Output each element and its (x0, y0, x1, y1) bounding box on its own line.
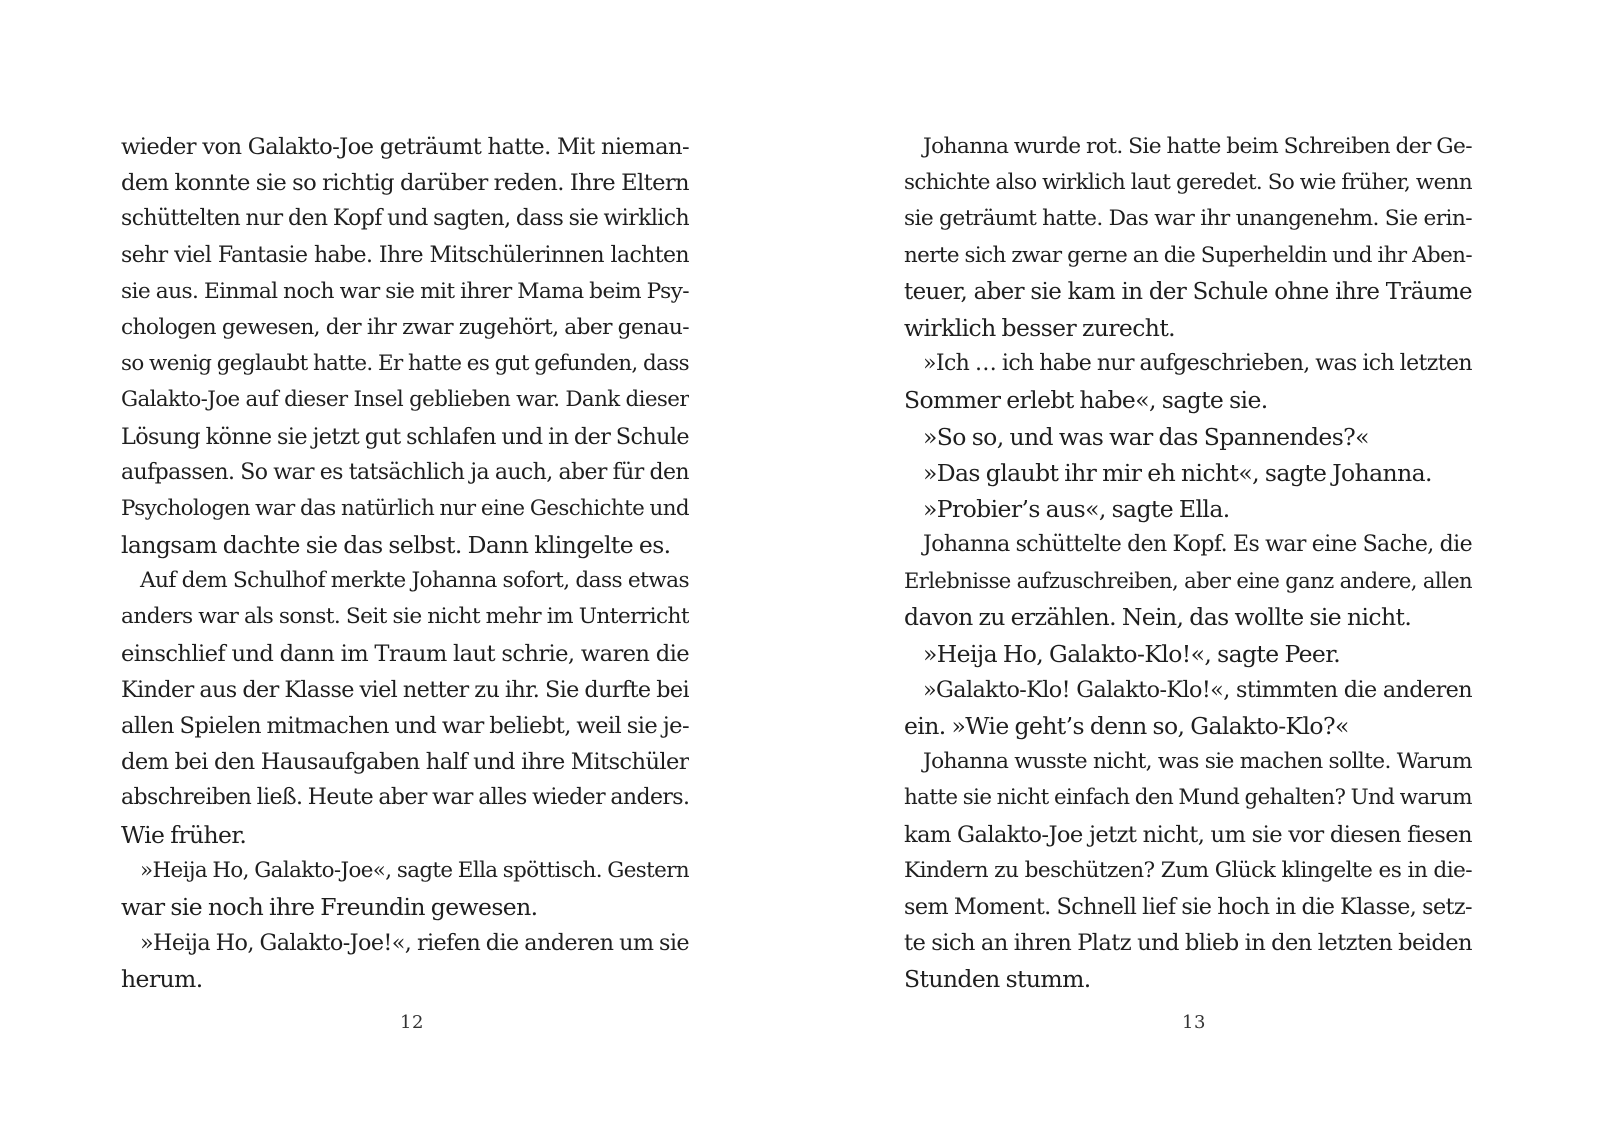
text-line: »Heija Ho, Galakto-Klo!«, sagte Peer. (923, 639, 1341, 668)
text-line: »Das glaubt ihr mir eh nicht«, sagte Johanna. (923, 458, 1432, 487)
text-line: dem bei den Hausaufgaben half und ihre Mitschüler (121, 749, 689, 776)
text-line: »Heija Ho, Galakto-Joe«, sagte Ella spöttisch. Gestern (140, 857, 689, 883)
text-line: hatte sie nicht einfach den Mund gehalten? Und warum (904, 785, 1472, 811)
text-line: »Heija Ho, Galakto-Joe!«, riefen die anderen um sie (140, 930, 689, 957)
text-line: einschlief und dann im Traum laut schrie, waren die (121, 640, 689, 667)
text-line: Sommer erlebt habe«, sagte sie. (904, 386, 1268, 415)
text-line: sie geträumt hatte. Das war ihr unangenehm. Sie erin- (904, 206, 1472, 232)
text-line: davon zu erzählen. Nein, das wollte sie nicht. (904, 603, 1412, 632)
text-line: teuer, aber sie kam in der Schule ohne ihre Träume (904, 278, 1472, 305)
text-line: wieder von Galakto-Joe geträumt hatte. Mit nieman- (121, 134, 689, 160)
text-line: Stunden stumm. (904, 965, 1091, 994)
text-line: »Ich … ich habe nur aufgeschrieben, was ich letzten (923, 351, 1472, 377)
text-line: anders war als sonst. Seit sie nicht mehr im Unterricht (121, 604, 689, 630)
text-line: langsam dachte sie das selbst. Dann klingelte es. (121, 531, 671, 560)
text-line: ein. »Wie geht’s denn so, Galakto-Klo?« (904, 712, 1349, 740)
text-line: nerte sich zwar gerne an die Superheldin und ihr Aben- (904, 242, 1472, 268)
text-line: war sie noch ihre Freundin gewesen. (121, 892, 538, 921)
left-page-text (121, 129, 689, 998)
text-line: schüttelten nur den Kopf und sagten, dass sie wirklich (121, 206, 689, 232)
right-page (904, 129, 1472, 998)
text-line: »Galakto-Klo! Galakto-Klo!«, stimmten die anderen (923, 676, 1472, 703)
text-line: »So so, und was war das Spannendes?« (923, 422, 1369, 451)
text-line: »Probier’s aus«, sagte Ella. (923, 494, 1230, 523)
text-line: Johanna schüttelte den Kopf. Es war eine Sache, die (923, 532, 1472, 558)
text-line: Johanna wurde rot. Sie hatte beim Schreiben der Ge- (923, 134, 1472, 159)
text-line: sem Moment. Schnell lief sie hoch in die Klasse, setz- (904, 893, 1472, 920)
page-number-right: 13 (1182, 1012, 1206, 1033)
text-line: sehr viel Fantasie habe. Ihre Mitschülerinnen lachten (121, 242, 689, 268)
text-line: sie aus. Einmal noch war sie mit ihrer Mama beim Psy- (121, 278, 689, 304)
text-line: chologen gewesen, der ihr zwar zugehört, aber genau- (121, 314, 689, 340)
text-line: Auf dem Schulhof merkte Johanna sofort, dass etwas (140, 568, 689, 594)
text-line: Psychologen war das natürlich nur eine Geschichte und (121, 495, 689, 521)
text-line: allen Spielen mitmachen und war beliebt, weil sie je- (121, 713, 689, 739)
text-line: Lösung könne sie jetzt gut schlafen und in der Schule (121, 423, 689, 450)
text-line: schichte also wirklich laut geredet. So wie früher, wenn (904, 170, 1472, 196)
left-page (121, 129, 689, 998)
text-line: te sich an ihren Platz und blieb in den letzten beiden (904, 930, 1472, 957)
text-line: so wenig geglaubt hatte. Er hatte es gut gefunden, dass (121, 351, 689, 377)
right-page-text (904, 129, 1472, 998)
text-line: dem konnte sie so richtig darüber reden. Ihre Eltern (121, 170, 689, 197)
text-line: Wie früher. (121, 820, 247, 849)
page-number-left: 12 (400, 1012, 424, 1033)
text-line: aufpassen. So war es tatsächlich ja auch, aber für den (121, 459, 689, 485)
text-line: wirklich besser zurecht. (904, 313, 1176, 342)
text-line: Johanna wusste nicht, was sie machen sollte. Warum (923, 749, 1472, 775)
text-line: Erlebnisse aufzuschreiben, aber eine ganz andere, allen (904, 568, 1472, 594)
text-line: Kinder aus der Klasse viel netter zu ihr. Sie durfte bei (121, 676, 689, 703)
text-line: abschreiben ließ. Heute aber war alles wieder anders. (121, 785, 689, 811)
text-line: Galakto-Joe auf dieser Insel geblieben war. Dank dieser (121, 387, 689, 413)
text-line: kam Galakto-Joe jetzt nicht, um sie vor diesen fiesen (904, 821, 1472, 848)
text-line: herum. (121, 965, 203, 994)
text-line: Kindern zu beschützen? Zum Glück klingelte es in die- (904, 857, 1472, 883)
